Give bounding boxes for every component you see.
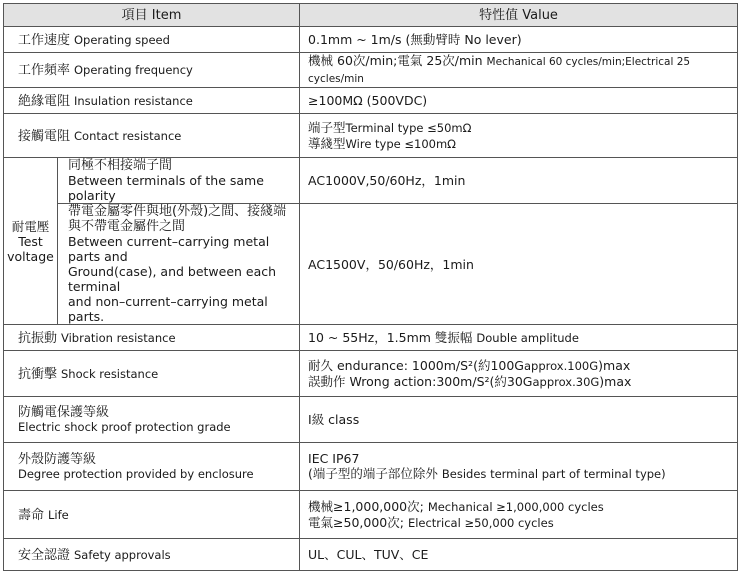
label-cn: 接觸電阻	[18, 128, 71, 144]
value-enclosure: IEC IP67 (端子型的端子部位除外 Besides terminal part of terminal type)	[300, 443, 738, 491]
label-enclosure: 外殼防護等級 Degree protection provided by enclosure	[4, 443, 300, 491]
value-cn: 機械 60次/min;電氣 25次/min	[308, 53, 483, 68]
value-speed: 0.1mm ~ 1m/s (無動臂時 No lever)	[300, 27, 738, 53]
label-en: Insulation resistance	[74, 93, 193, 108]
label-cn: 工作頻率	[18, 63, 71, 78]
label-insulation	[4, 88, 300, 114]
value-approvals: UL、CUL、TUV、CE	[300, 539, 738, 571]
table-row	[4, 204, 738, 325]
label-voltage-sub2: 帶電金屬零件與地(外殼)之間、接綫端 與不帶電金屬件之間 Between current–carrying metal parts and Ground(case), and between each terminal and non–current–carrying metal parts.	[58, 204, 300, 325]
spec-table	[3, 3, 738, 571]
table-row	[4, 158, 738, 204]
label-vibration	[4, 325, 300, 351]
label-cn: 抗振動	[18, 330, 58, 346]
value-protection-shock: Ⅰ級 class	[300, 397, 738, 443]
label-shock	[4, 351, 300, 397]
value-shock: 耐久 endurance: 1000m/S²(約100Gapprox.100G)max 誤動作 Wrong action:300m/S²(約30Gapprox.30G)max	[300, 351, 738, 397]
value-vibration: 10 ~ 55Hz，1.5mm 雙振幅 Double amplitude	[300, 325, 738, 351]
label-en: Safety approvals	[74, 547, 171, 562]
table-row	[4, 114, 738, 158]
label-protection-shock: 防觸電保護等級 Electric shock proof protection grade	[4, 397, 300, 443]
label-en: Shock resistance	[61, 366, 159, 381]
value-en: Mechanical 60 cycles/min;Electrical 25 cycles/min	[308, 56, 691, 85]
value-insulation: ≥100MΩ (500VDC)	[300, 88, 738, 114]
value-voltage-sub1: AC1000V,50/60Hz，1min	[300, 158, 738, 204]
table-row	[4, 27, 738, 53]
label-en: Operating speed	[74, 32, 170, 47]
label-en: Operating frequency	[74, 63, 193, 77]
label-life	[4, 491, 300, 539]
label-cn: 絶緣電阻	[18, 93, 71, 109]
value-life: 機械≥1,000,000次; Mechanical ≥1,000,000 cycles 電氣≥50,000次; Electrical ≥50,000 cycles	[300, 491, 738, 539]
label-voltage-sub1: 同極不相接端子間 Between terminals of the same polarity	[58, 158, 300, 204]
label-frequency	[4, 53, 300, 88]
header-item: 項目 Item	[4, 4, 300, 27]
table-row	[4, 325, 738, 351]
label-approvals	[4, 539, 300, 571]
label-voltage: 耐電壓 Test voltage	[4, 158, 58, 325]
label-cn: 安全認證	[18, 547, 71, 563]
label-en: Life	[48, 507, 69, 522]
value-contact: 端子型Terminal type ≤50mΩ 導綫型Wire type ≤100mΩ	[300, 114, 738, 158]
label-en: Vibration resistance	[61, 330, 176, 345]
table-row	[4, 397, 738, 443]
value-frequency	[300, 53, 738, 88]
label-en: Contact resistance	[74, 128, 182, 143]
table-row	[4, 443, 738, 491]
header-row	[4, 4, 738, 27]
label-cn: 抗衝擊	[18, 366, 58, 382]
table-row	[4, 351, 738, 397]
label-speed	[4, 27, 300, 53]
header-value: 特性值 Value	[300, 4, 738, 27]
label-cn: 工作速度	[18, 32, 71, 48]
table-row	[4, 491, 738, 539]
value-voltage-sub2: AC1500V，50/60Hz，1min	[300, 204, 738, 325]
table-row	[4, 88, 738, 114]
table-row	[4, 539, 738, 571]
label-contact	[4, 114, 300, 158]
label-cn: 壽命	[18, 507, 45, 523]
table-row	[4, 53, 738, 88]
